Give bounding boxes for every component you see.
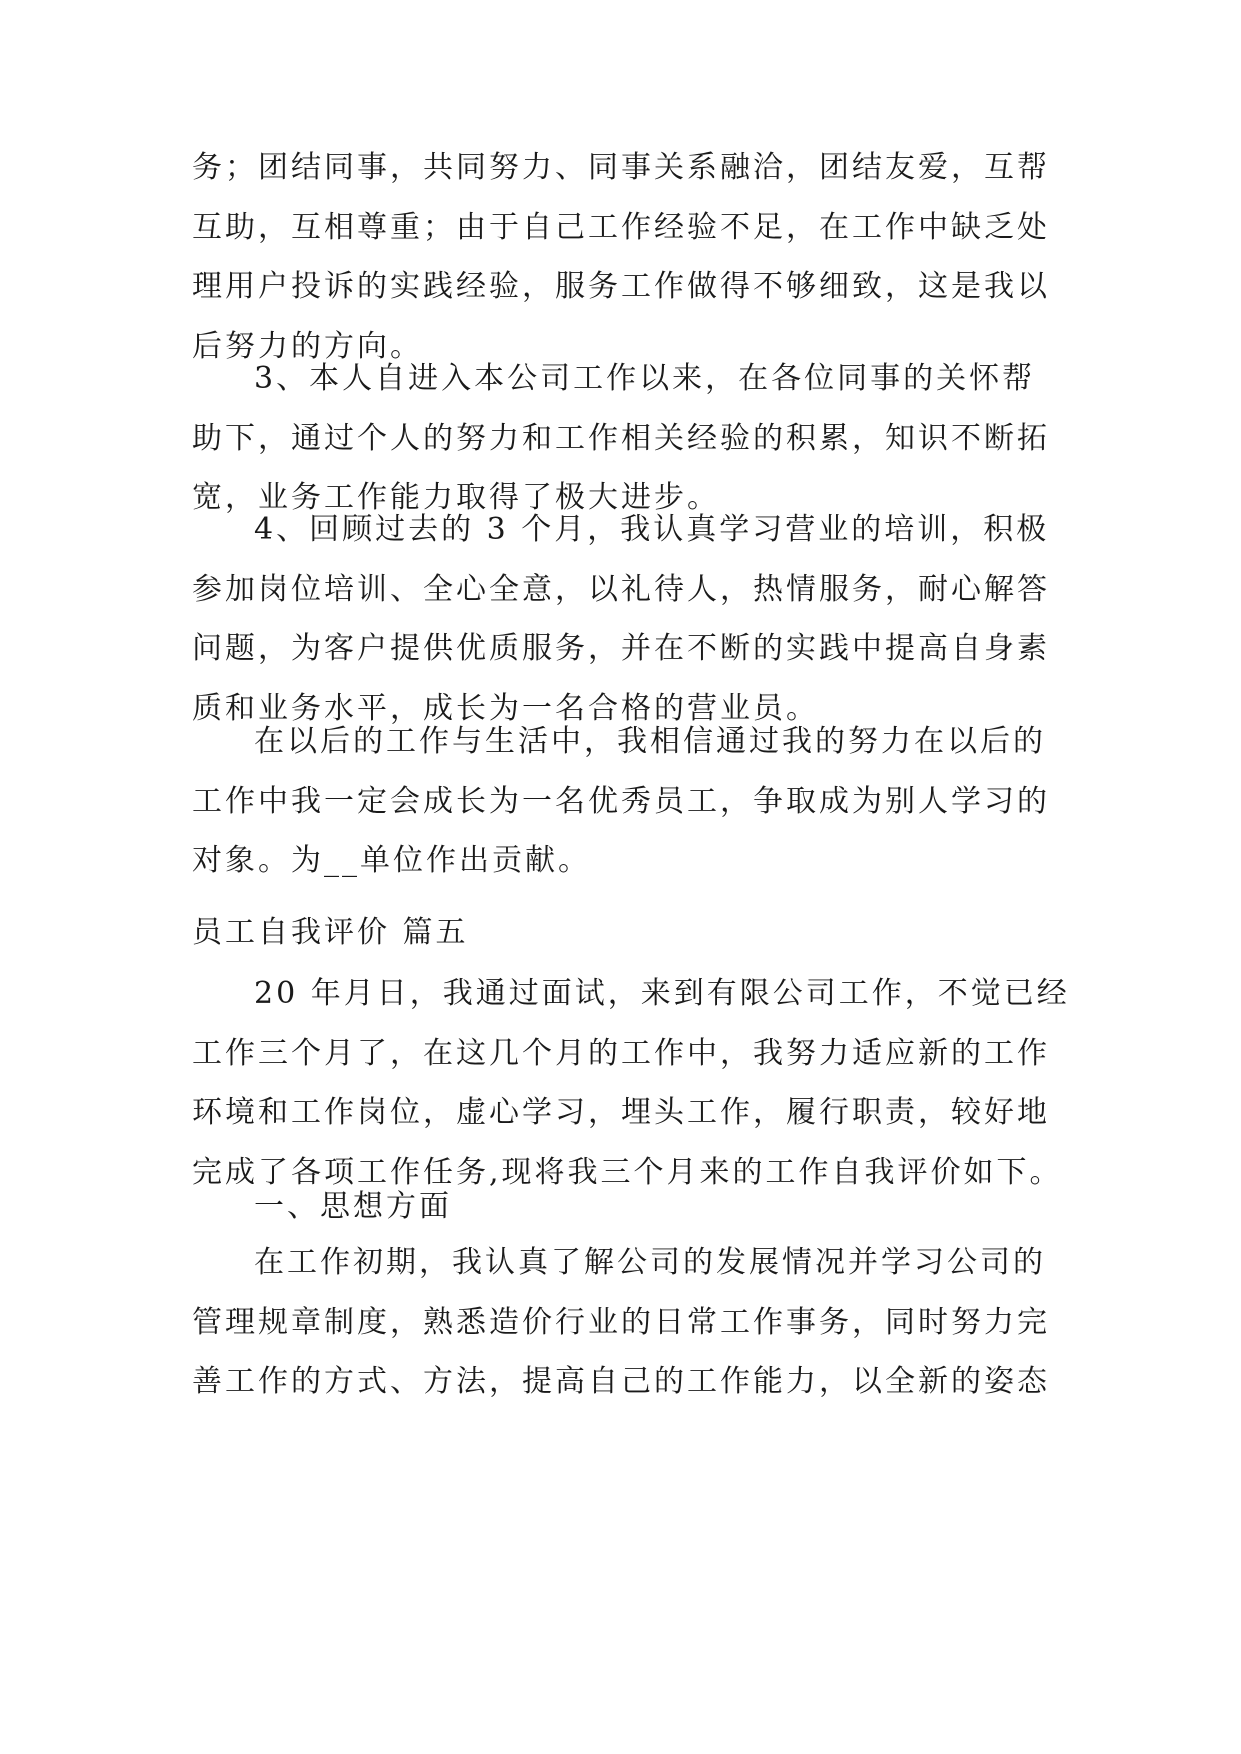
text-line: 对象。为__单位作出贡献。 [192, 843, 591, 878]
text-line: 管理规章制度，熟悉造价行业的日常工作事务，同时努力完 [192, 1304, 1050, 1340]
subheading-block [192, 1177, 1052, 1237]
text-line: 在工作初期，我认真了解公司的发展情况并学习公司的 [254, 1245, 1046, 1280]
text-line: 互助，互相尊重；由于自己工作经验不足，在工作中缺乏处 [192, 209, 1050, 245]
text-line: 宽，业务工作能力取得了极大进步。 [192, 480, 720, 515]
text-line: 务；团结同事，共同努力、同事关系融洽，团结友爱，互帮 [192, 150, 1050, 185]
section-title: 员工自我评价 篇五 [192, 915, 469, 950]
text-line: 参加岗位培训、全心全意，以礼待人，热情服务，耐心解答 [192, 571, 1050, 607]
subheading: 一、思想方面 [254, 1189, 452, 1224]
text-line: 善工作的方式、方法，提高自己的工作能力，以全新的姿态 [192, 1364, 1050, 1399]
text-line: 环境和工作岗位，虚心学习，埋头工作，履行职责，较好地 [192, 1095, 1050, 1130]
text-line: 工作三个月了，在这几个月的工作中，我努力适应新的工作 [192, 1035, 1050, 1071]
paragraph-thought [192, 1233, 1052, 1412]
text-line: 完成了各项工作任务,现将我三个月来的工作自我评价如下。 [192, 1154, 1063, 1190]
paragraph-continued [192, 138, 1052, 376]
text-line: 问题，为客户提供优质服务，并在不断的实践中提高自身素 [192, 631, 1050, 666]
text-line: 20 年月日，我通过面试，来到有限公司工作，不觉已经 [254, 976, 1070, 1011]
paragraph-closing [192, 712, 1052, 891]
text-line: 助下，通过个人的努力和工作相关经验的积累，知识不断拓 [192, 420, 1050, 456]
paragraph-item-4 [192, 500, 1052, 738]
text-line: 理用户投诉的实践经验，服务工作做得不够细致，这是我以 [192, 269, 1050, 304]
text-line: 工作中我一定会成长为一名优秀员工，争取成为别人学习的 [192, 783, 1050, 819]
text-line: 质和业务水平，成长为一名合格的营业员。 [192, 690, 819, 726]
text-line: 4、回顾过去的 3 个月，我认真学习营业的培训，积极 [254, 512, 1050, 547]
paragraph-section-five-intro [192, 964, 1070, 1202]
text-line: 3、本人自进入本公司工作以来，在各位同事的关怀帮 [254, 361, 1036, 396]
section-heading [192, 908, 1052, 958]
text-line: 在以后的工作与生活中，我相信通过我的努力在以后的 [254, 724, 1046, 759]
text-line: 后努力的方向。 [192, 328, 423, 364]
